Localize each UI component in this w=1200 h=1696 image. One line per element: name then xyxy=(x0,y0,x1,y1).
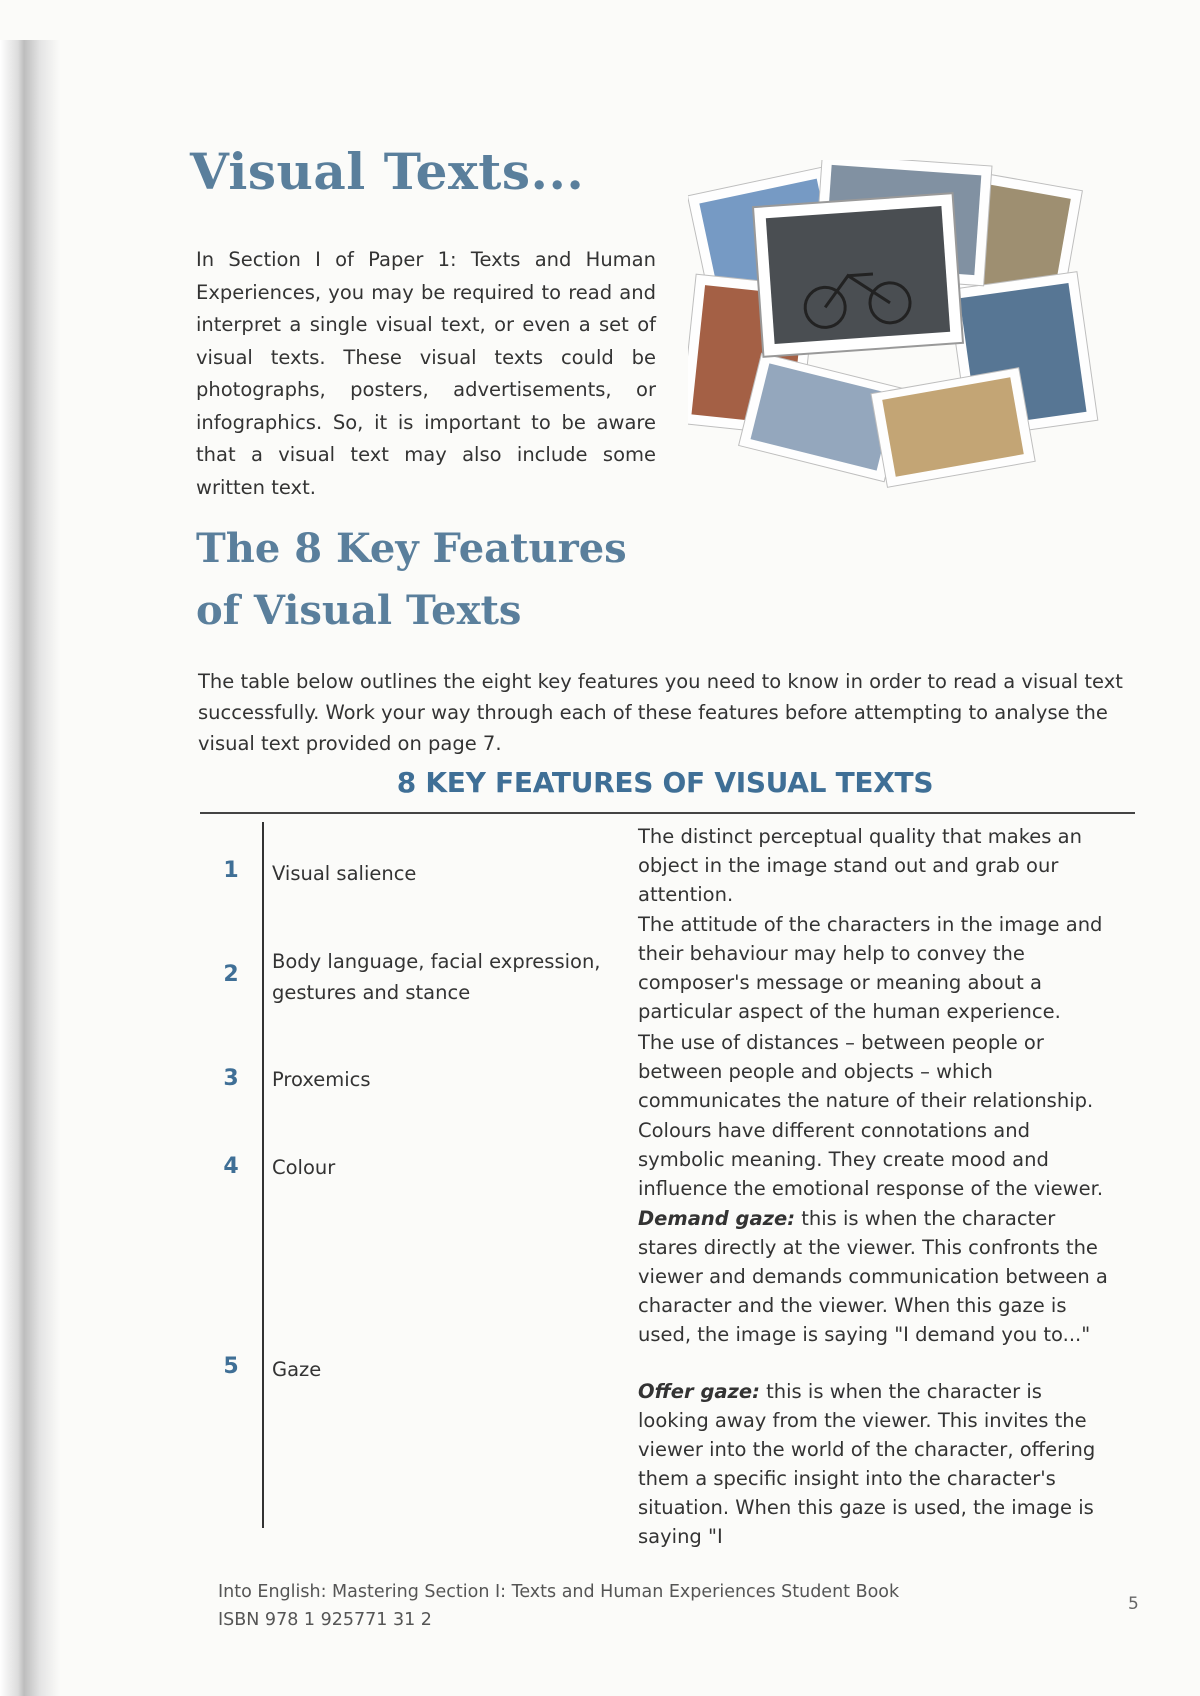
section-subtitle: The 8 Key Features of Visual Texts xyxy=(196,525,627,634)
feature-number: 2 xyxy=(223,962,239,987)
page-title: Visual Texts... xyxy=(190,142,585,201)
feature-name: Gaze xyxy=(272,1358,322,1381)
feature-name: Visual salience xyxy=(272,862,417,885)
footer xyxy=(218,1578,978,1634)
page-binding-shadow xyxy=(0,40,60,1696)
feature-description: Colours have different connotations and symbolic meaning. They create mood and influence the emotional response of the viewer. xyxy=(638,1119,1104,1200)
lead-paragraph: The table below outlines the eight key features you need to know in order to read a visual text successfully. Work your way through each of these features before attempting to analyse the visual text provided on page 7. xyxy=(198,670,1123,755)
offer-gaze-term: Offer gaze: xyxy=(638,1380,760,1403)
demand-gaze-description xyxy=(638,1204,1118,1349)
feature-description: The attitude of the characters in the image and their behaviour may help to convey the composer's message or meaning about a particular aspect of the human experience. xyxy=(638,913,1103,1023)
offer-gaze-description xyxy=(638,1377,1118,1551)
table-column-divider xyxy=(262,822,264,1528)
feature-name: Proxemics xyxy=(272,1068,371,1091)
feature-number: 4 xyxy=(223,1154,239,1179)
offer-gaze-text: this is when the character is looking away from the viewer. This invites the viewer into the world of the character, offering them a specific insight into the character's situation. When this gaze is used, the image is saying "I xyxy=(638,1380,1096,1548)
feature-number: 1 xyxy=(223,858,239,883)
table-heading: 8 KEY FEATURES OF VISUAL TEXTS xyxy=(396,766,934,799)
table-top-rule xyxy=(200,812,1135,814)
feature-description: The distinct perceptual quality that makes an object in the image stand out and grab our attention. xyxy=(638,825,1082,906)
photo-stack-image xyxy=(688,160,1108,490)
feature-name: Body language, facial expression, gestures and stance xyxy=(272,950,601,1004)
feature-name: Colour xyxy=(272,1156,336,1179)
footer-book-title: Into English: Mastering Section I: Texts and Human Experiences Student Book xyxy=(218,1582,900,1602)
demand-gaze-term: Demand gaze: xyxy=(638,1207,796,1230)
feature-description xyxy=(638,1204,1118,1551)
footer-isbn: ISBN 978 1 925771 31 2 xyxy=(218,1610,432,1630)
intro-paragraph: In Section I of Paper 1: Texts and Human Experiences, you may be required to read and interpret a single visual text, or even a set of visual texts. These visual texts could be photographs, posters, advertisements, or infographics. So, it is important to be aware that a visual text may also include some written text. xyxy=(196,248,656,499)
page-number: 5 xyxy=(1128,1594,1139,1614)
demand-gaze-text: this is when the character stares directly at the viewer. This confronts the viewer and demands communication between a character and the viewer. When this gaze is used, the image is saying "I demand you to..." xyxy=(638,1207,1108,1346)
feature-number: 3 xyxy=(223,1066,239,1091)
feature-number: 5 xyxy=(223,1354,239,1379)
feature-description: The use of distances – between people or between people and objects – which communicates the nature of their relationship. xyxy=(638,1031,1094,1112)
